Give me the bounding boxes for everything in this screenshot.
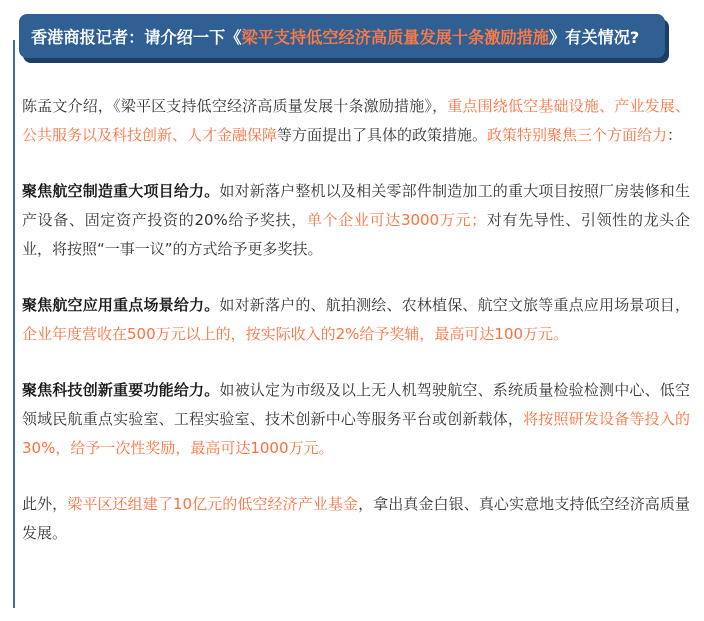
intro-text-2: 等方面提出了具体的政策措施。 [277,126,488,144]
innovation-text: 如被认定为市级及以上无人机驾驶航空、系统质量检验检测中心、低空领域民航重点实验室、工程实验室、技术创新中心等服务平台或创新载体， [22,381,690,428]
manufacturing-text-2: 对有先导性、引领性的龙头企业，将按照“一事一议”的方式给予更多奖扶。 [22,211,690,258]
application-lead: 聚焦航空应用重点场景给力。 [22,296,220,314]
manufacturing-lead: 聚焦航空制造重大项目给力。 [22,182,220,200]
question-prefix: 香港商报记者：请介绍一下《 [31,28,242,47]
left-accent-rule [13,40,15,608]
article-body [22,92,690,575]
application-text: 如对新落户的、航拍测绘、农林植保、航空文旅等重点应用场景项目， [219,296,690,314]
innovation-lead: 聚焦科技创新重要功能给力。 [22,381,220,399]
fund-text-2: ，拿出真金白银、真心实意地支持低空经济高质量发展。 [22,495,690,542]
manufacturing-paragraph [22,177,690,264]
application-highlight: 企业年度营收在500万元以上的，按实际收入的2%给予奖辅，最高可达100万元。 [22,325,569,343]
innovation-highlight: 将按照研发设备等投入的30%，给予一次性奖励，最高可达1000万元。 [22,410,690,457]
question-policy-title: 梁平支持低空经济高质量发展十条激励措施 [241,28,549,47]
question-header [19,14,665,58]
intro-highlight-focus: 重点围绕低空基础设施、产业发展、公共服务以及科技创新、人才金融保障 [22,97,690,144]
intro-text: 陈孟文介绍，《梁平区支持低空经济高质量发展十条激励措施》， [22,97,448,115]
manufacturing-text: 如对新落户整机以及相关零部件制造加工的重大项目按照厂房装修和生产设备、固定资产投资的20%给予奖扶， [22,182,690,229]
innovation-paragraph [22,376,690,463]
fund-paragraph [22,490,690,548]
fund-text: 此外， [22,495,68,513]
application-paragraph [22,291,690,349]
intro-paragraph [22,92,690,150]
intro-colon: ： [667,126,683,144]
fund-highlight: 梁平区还组建了10亿元的低空经济产业基金 [67,495,359,513]
intro-highlight-three: 政策特别聚焦三个方面给力 [487,126,668,144]
manufacturing-highlight: 单个企业可达3000万元； [306,211,487,229]
question-suffix: 》有关情况? [549,28,640,47]
